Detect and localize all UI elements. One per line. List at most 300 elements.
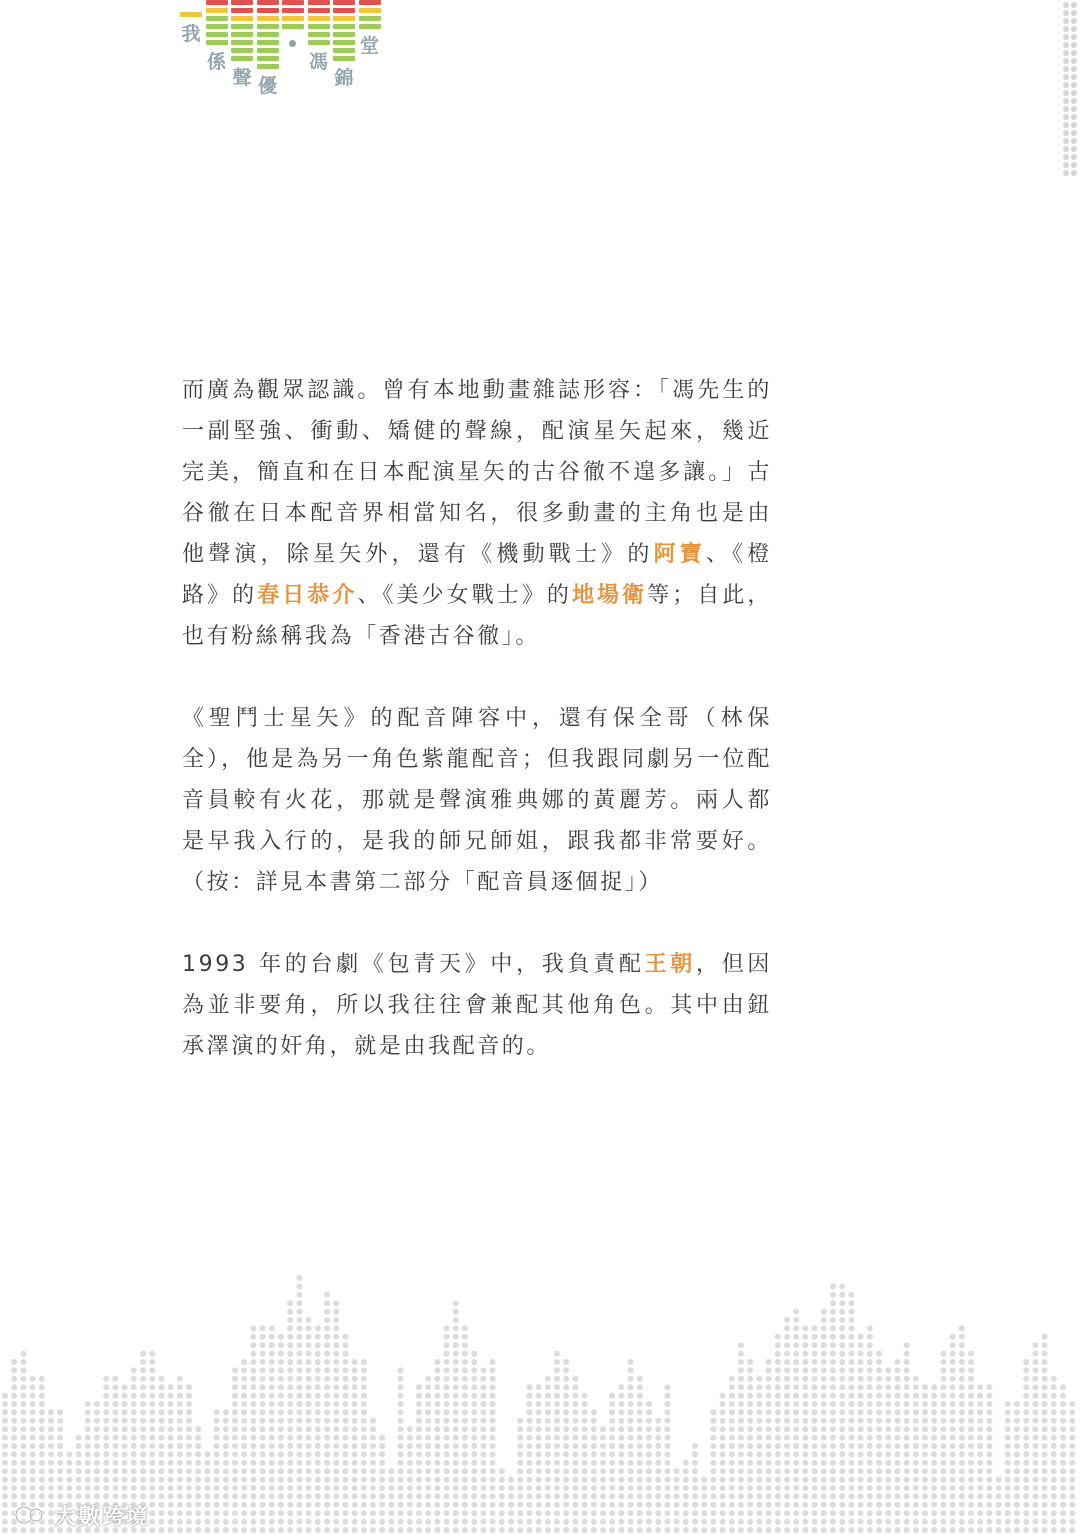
equalizer-dot (710, 1435, 716, 1441)
equalizer-dot (361, 1384, 367, 1390)
equalizer-dot (260, 1435, 266, 1441)
equalizer-dot (913, 1485, 919, 1491)
equalizer-dot (407, 1485, 413, 1491)
equalizer-dot (342, 1443, 348, 1449)
equalizer-dot (1069, 1401, 1075, 1407)
equalizer-dot (1042, 1435, 1048, 1441)
equalizer-dot (232, 1426, 238, 1432)
equalizer-dot (968, 1519, 974, 1525)
equalizer-dot (830, 1292, 836, 1298)
equalizer-dot (278, 1409, 284, 1415)
equalizer-dot (186, 1409, 192, 1415)
equalizer-dot (250, 1493, 256, 1499)
equalizer-dot (600, 1510, 606, 1516)
equalizer-dot (204, 1502, 210, 1508)
equalizer-dot (186, 1527, 192, 1533)
equalizer-dot (315, 1351, 321, 1357)
logo-bar (206, 16, 228, 21)
equalizer-dot (453, 1502, 459, 1508)
equalizer-dot (204, 1477, 210, 1483)
logo-bar (308, 24, 330, 29)
equalizer-dot (140, 1351, 146, 1357)
equalizer-dot (1069, 1418, 1075, 1424)
equalizer-dot (324, 1376, 330, 1382)
equalizer-dot (784, 1443, 790, 1449)
equalizer-dot (977, 1418, 983, 1424)
equalizer-dot (1069, 1527, 1075, 1533)
equalizer-dot (563, 1493, 569, 1499)
equalizer-dot (839, 1502, 845, 1508)
equalizer-dot (398, 1367, 404, 1373)
equalizer-dot (664, 1510, 670, 1516)
equalizer-dot (462, 1393, 468, 1399)
equalizer-dot (287, 1342, 293, 1348)
equalizer-dot (425, 1451, 431, 1457)
equalizer-dot (1032, 1485, 1038, 1491)
equalizer-dot (177, 1376, 183, 1382)
equalizer-dot (839, 1367, 845, 1373)
equalizer-dot (747, 1519, 753, 1525)
equalizer-dot (490, 1418, 496, 1424)
logo-separator-dot (289, 40, 296, 47)
equalizer-dot (701, 1502, 707, 1508)
equalizer-dot (177, 1426, 183, 1432)
equalizer-dot (830, 1527, 836, 1533)
equalizer-dot (260, 1451, 266, 1457)
equalizer-dot (103, 1393, 109, 1399)
equalizer-dot (361, 1485, 367, 1491)
equalizer-dot (747, 1384, 753, 1390)
equalizer-dot (526, 1510, 532, 1516)
equalizer-dot (158, 1418, 164, 1424)
equalizer-dot (775, 1527, 781, 1533)
equalizer-dot (462, 1384, 468, 1390)
equalizer-dot (876, 1426, 882, 1432)
equalizer-dot (922, 1435, 928, 1441)
equalizer-dot (490, 1393, 496, 1399)
logo-bar (333, 40, 355, 45)
logo-bar (333, 48, 355, 53)
logo-bar (282, 16, 304, 21)
equalizer-dot (260, 1367, 266, 1373)
equalizer-dot (894, 1367, 900, 1373)
equalizer-dot (885, 1510, 891, 1516)
equalizer-dot (444, 1527, 450, 1533)
equalizer-dot (572, 1460, 578, 1466)
equalizer-dot (324, 1309, 330, 1315)
equalizer-dot (204, 1451, 210, 1457)
equalizer-dot (526, 1418, 532, 1424)
equalizer-dot (885, 1409, 891, 1415)
equalizer-dot (977, 1401, 983, 1407)
equalizer-dot (646, 1510, 652, 1516)
equalizer-dot (444, 1460, 450, 1466)
equalizer-dot (913, 1376, 919, 1382)
equalizer-dot (462, 1460, 468, 1466)
book-header-logo (180, 0, 395, 110)
equalizer-dot (462, 1519, 468, 1525)
equalizer-dot (1023, 1493, 1029, 1499)
equalizer-dot (223, 1435, 229, 1441)
equalizer-dot (867, 1393, 873, 1399)
equalizer-dot (250, 1443, 256, 1449)
equalizer-dot (729, 1435, 735, 1441)
equalizer-dot (894, 1477, 900, 1483)
equalizer-dot (931, 1502, 937, 1508)
equalizer-dot (480, 1401, 486, 1407)
equalizer-dot (112, 1443, 118, 1449)
equalizer-dot (904, 1351, 910, 1357)
equalizer-dot (39, 1477, 45, 1483)
equalizer-dot (582, 1393, 588, 1399)
equalizer-dot (876, 1409, 882, 1415)
equalizer-dot (545, 1401, 551, 1407)
equalizer-dot (922, 1468, 928, 1474)
edge-dot (1063, 154, 1069, 160)
equalizer-dot (434, 1409, 440, 1415)
equalizer-dot (526, 1401, 532, 1407)
equalizer-dot (158, 1493, 164, 1499)
equalizer-dot (471, 1351, 477, 1357)
equalizer-dot (1042, 1493, 1048, 1499)
equalizer-dot (747, 1443, 753, 1449)
equalizer-dot (637, 1384, 643, 1390)
equalizer-dot (177, 1384, 183, 1390)
equalizer-dot (352, 1468, 358, 1474)
equalizer-dot (214, 1485, 220, 1491)
equalizer-dot (517, 1451, 523, 1457)
equalizer-dot (260, 1426, 266, 1432)
equalizer-dot (2, 1493, 8, 1499)
equalizer-dot (710, 1502, 716, 1508)
equalizer-dot (802, 1460, 808, 1466)
equalizer-dot (977, 1460, 983, 1466)
equalizer-dot (333, 1409, 339, 1415)
equalizer-dot (39, 1443, 45, 1449)
equalizer-dot (683, 1519, 689, 1525)
equalizer-dot (1051, 1418, 1057, 1424)
equalizer-dot (1069, 1485, 1075, 1491)
equalizer-dot (894, 1359, 900, 1365)
equalizer-dot (140, 1384, 146, 1390)
equalizer-dot (563, 1460, 569, 1466)
equalizer-dot (278, 1485, 284, 1491)
equalizer-dot (637, 1468, 643, 1474)
equalizer-dot (1060, 1443, 1066, 1449)
equalizer-dot (85, 1460, 91, 1466)
equalizer-dot (250, 1527, 256, 1533)
edge-dot (1063, 74, 1069, 80)
equalizer-dot (775, 1376, 781, 1382)
equalizer-dot (250, 1384, 256, 1390)
equalizer-dot (434, 1493, 440, 1499)
equalizer-dot (462, 1493, 468, 1499)
equalizer-dot (379, 1527, 385, 1533)
equalizer-dot (278, 1477, 284, 1483)
equalizer-dot (2, 1409, 8, 1415)
equalizer-dot (674, 1493, 680, 1499)
equalizer-dot (701, 1519, 707, 1525)
equalizer-dot (471, 1393, 477, 1399)
equalizer-dot (195, 1468, 201, 1474)
equalizer-dot (434, 1401, 440, 1407)
equalizer-dot (931, 1443, 937, 1449)
equalizer-dot (950, 1393, 956, 1399)
equalizer-dot (250, 1519, 256, 1525)
equalizer-dot (250, 1468, 256, 1474)
equalizer-dot (287, 1418, 293, 1424)
equalizer-dot (830, 1325, 836, 1331)
equalizer-dot (904, 1376, 910, 1382)
equalizer-dot (848, 1409, 854, 1415)
equalizer-dot (1042, 1468, 1048, 1474)
equalizer-dot (453, 1401, 459, 1407)
equalizer-dot (913, 1510, 919, 1516)
equalizer-dot (361, 1510, 367, 1516)
equalizer-dot (490, 1493, 496, 1499)
equalizer-dot (269, 1468, 275, 1474)
equalizer-dot (572, 1468, 578, 1474)
equalizer-dot (931, 1451, 937, 1457)
equalizer-dot (637, 1418, 643, 1424)
equalizer-dot (122, 1493, 128, 1499)
equalizer-dot (977, 1393, 983, 1399)
equalizer-dot (462, 1510, 468, 1516)
equalizer-dot (361, 1435, 367, 1441)
equalizer-dot (76, 1485, 82, 1491)
equalizer-dot (545, 1451, 551, 1457)
equalizer-dot (867, 1510, 873, 1516)
equalizer-dot (1023, 1527, 1029, 1533)
equalizer-dot (361, 1418, 367, 1424)
equalizer-dot (959, 1519, 965, 1525)
equalizer-dot (324, 1393, 330, 1399)
equalizer-dot (646, 1493, 652, 1499)
equalizer-dot (1032, 1409, 1038, 1415)
equalizer-dot (572, 1519, 578, 1525)
edge-dot (1071, 58, 1077, 64)
equalizer-dot (39, 1468, 45, 1474)
equalizer-dot (913, 1443, 919, 1449)
equalizer-dot (20, 1443, 26, 1449)
equalizer-dot (434, 1418, 440, 1424)
equalizer-dot (2, 1468, 8, 1474)
equalizer-dot (278, 1468, 284, 1474)
equalizer-dot (545, 1519, 551, 1525)
equalizer-dot (609, 1460, 615, 1466)
equalizer-dot (223, 1418, 229, 1424)
equalizer-dot (361, 1401, 367, 1407)
equalizer-dot (112, 1468, 118, 1474)
equalizer-dot (112, 1460, 118, 1466)
equalizer-dot (94, 1477, 100, 1483)
equalizer-dot (306, 1359, 312, 1365)
equalizer-dot (287, 1527, 293, 1533)
equalizer-dot (1023, 1510, 1029, 1516)
equalizer-dot (361, 1393, 367, 1399)
equalizer-dot (425, 1460, 431, 1466)
equalizer-dot (867, 1401, 873, 1407)
equalizer-dot (296, 1502, 302, 1508)
equalizer-dot (269, 1384, 275, 1390)
equalizer-dot (637, 1443, 643, 1449)
equalizer-dot (1032, 1451, 1038, 1457)
equalizer-dot (471, 1460, 477, 1466)
equalizer-dot (342, 1451, 348, 1457)
equalizer-dot (839, 1342, 845, 1348)
equalizer-dot (416, 1384, 422, 1390)
equalizer-dot (490, 1460, 496, 1466)
equalizer-dot (526, 1384, 532, 1390)
equalizer-dot (306, 1519, 312, 1525)
equalizer-dot (444, 1443, 450, 1449)
equalizer-dot (664, 1409, 670, 1415)
equalizer-dot (232, 1393, 238, 1399)
equalizer-dot (1060, 1409, 1066, 1415)
equalizer-dot (802, 1477, 808, 1483)
equalizer-dot (1032, 1393, 1038, 1399)
equalizer-dot (480, 1493, 486, 1499)
equalizer-dot (333, 1460, 339, 1466)
equalizer-dot (131, 1468, 137, 1474)
equalizer-dot (462, 1418, 468, 1424)
equalizer-dot (894, 1426, 900, 1432)
equalizer-dot (940, 1409, 946, 1415)
equalizer-dot (269, 1325, 275, 1331)
equalizer-dot (867, 1460, 873, 1466)
equalizer-dot (324, 1409, 330, 1415)
equalizer-dot (490, 1527, 496, 1533)
equalizer-dot (388, 1510, 394, 1516)
equalizer-dot (158, 1409, 164, 1415)
equalizer-dot (453, 1359, 459, 1365)
logo-bar (206, 40, 228, 45)
equalizer-dot (858, 1376, 864, 1382)
equalizer-dot (480, 1384, 486, 1390)
equalizer-dot (379, 1451, 385, 1457)
equalizer-dot (269, 1451, 275, 1457)
equalizer-dot (563, 1426, 569, 1432)
equalizer-dot (342, 1510, 348, 1516)
logo-bar (231, 8, 253, 13)
equalizer-dot (839, 1443, 845, 1449)
equalizer-dot (628, 1502, 634, 1508)
equalizer-dot (1042, 1418, 1048, 1424)
equalizer-dot (1005, 1426, 1011, 1432)
equalizer-dot (315, 1460, 321, 1466)
equalizer-dot (416, 1418, 422, 1424)
equalizer-dot (628, 1460, 634, 1466)
equalizer-dot (434, 1435, 440, 1441)
equalizer-dot (508, 1519, 514, 1525)
equalizer-dot (122, 1418, 128, 1424)
equalizer-dot (839, 1435, 845, 1441)
equalizer-dot (885, 1477, 891, 1483)
edge-dot (1071, 18, 1077, 24)
equalizer-dot (131, 1376, 137, 1382)
equalizer-dot (490, 1409, 496, 1415)
equalizer-dot (480, 1477, 486, 1483)
equalizer-dot (416, 1435, 422, 1441)
equalizer-dot (1032, 1527, 1038, 1533)
equalizer-dot (1023, 1367, 1029, 1373)
equalizer-dot (333, 1510, 339, 1516)
equalizer-dot (1005, 1409, 1011, 1415)
equalizer-dot (398, 1485, 404, 1491)
equalizer-dot (48, 1485, 54, 1491)
equalizer-dot (278, 1502, 284, 1508)
equalizer-dot (1042, 1443, 1048, 1449)
equalizer-dot (628, 1527, 634, 1533)
equalizer-dot (287, 1309, 293, 1315)
equalizer-dot (904, 1443, 910, 1449)
equalizer-dot (766, 1451, 772, 1457)
equalizer-dot (784, 1519, 790, 1525)
equalizer-dot (324, 1502, 330, 1508)
equalizer-dot (894, 1384, 900, 1390)
equalizer-dot (260, 1393, 266, 1399)
equalizer-dot (802, 1451, 808, 1457)
equalizer-dot (30, 1493, 36, 1499)
equalizer-dot (1005, 1451, 1011, 1457)
equalizer-dot (710, 1493, 716, 1499)
equalizer-dot (839, 1334, 845, 1340)
equalizer-dot (425, 1409, 431, 1415)
equalizer-dot (582, 1502, 588, 1508)
equalizer-dot (453, 1393, 459, 1399)
equalizer-dot (324, 1485, 330, 1491)
equalizer-dot (802, 1418, 808, 1424)
equalizer-dot (674, 1485, 680, 1491)
equalizer-dot (333, 1384, 339, 1390)
equalizer-dot (922, 1527, 928, 1533)
equalizer-dot (1023, 1359, 1029, 1365)
equalizer-dot (1069, 1502, 1075, 1508)
equalizer-dot (112, 1451, 118, 1457)
equalizer-dot (453, 1325, 459, 1331)
equalizer-dot (554, 1460, 560, 1466)
equalizer-dot (342, 1493, 348, 1499)
equalizer-dot (554, 1477, 560, 1483)
equalizer-dot (848, 1451, 854, 1457)
equalizer-dot (554, 1384, 560, 1390)
equalizer-dot (1005, 1460, 1011, 1466)
equalizer-dot (931, 1468, 937, 1474)
equalizer-dot (858, 1443, 864, 1449)
equalizer-dot (398, 1393, 404, 1399)
equalizer-dot (747, 1493, 753, 1499)
equalizer-dot (950, 1519, 956, 1525)
equalizer-dot (287, 1351, 293, 1357)
equalizer-dot (398, 1502, 404, 1508)
equalizer-dot (793, 1426, 799, 1432)
equalizer-dot (986, 1485, 992, 1491)
equalizer-dot (232, 1435, 238, 1441)
equalizer-dot (1069, 1510, 1075, 1516)
equalizer-dot (968, 1527, 974, 1533)
equalizer-dot (563, 1359, 569, 1365)
equalizer-dot (793, 1418, 799, 1424)
equalizer-dot (76, 1443, 82, 1449)
edge-dot (1071, 34, 1077, 40)
equalizer-dot (260, 1443, 266, 1449)
equalizer-dot (720, 1409, 726, 1415)
equalizer-dot (756, 1502, 762, 1508)
equalizer-dot (241, 1418, 247, 1424)
equalizer-dot (57, 1426, 63, 1432)
equalizer-dot (287, 1477, 293, 1483)
equalizer-dot (379, 1460, 385, 1466)
